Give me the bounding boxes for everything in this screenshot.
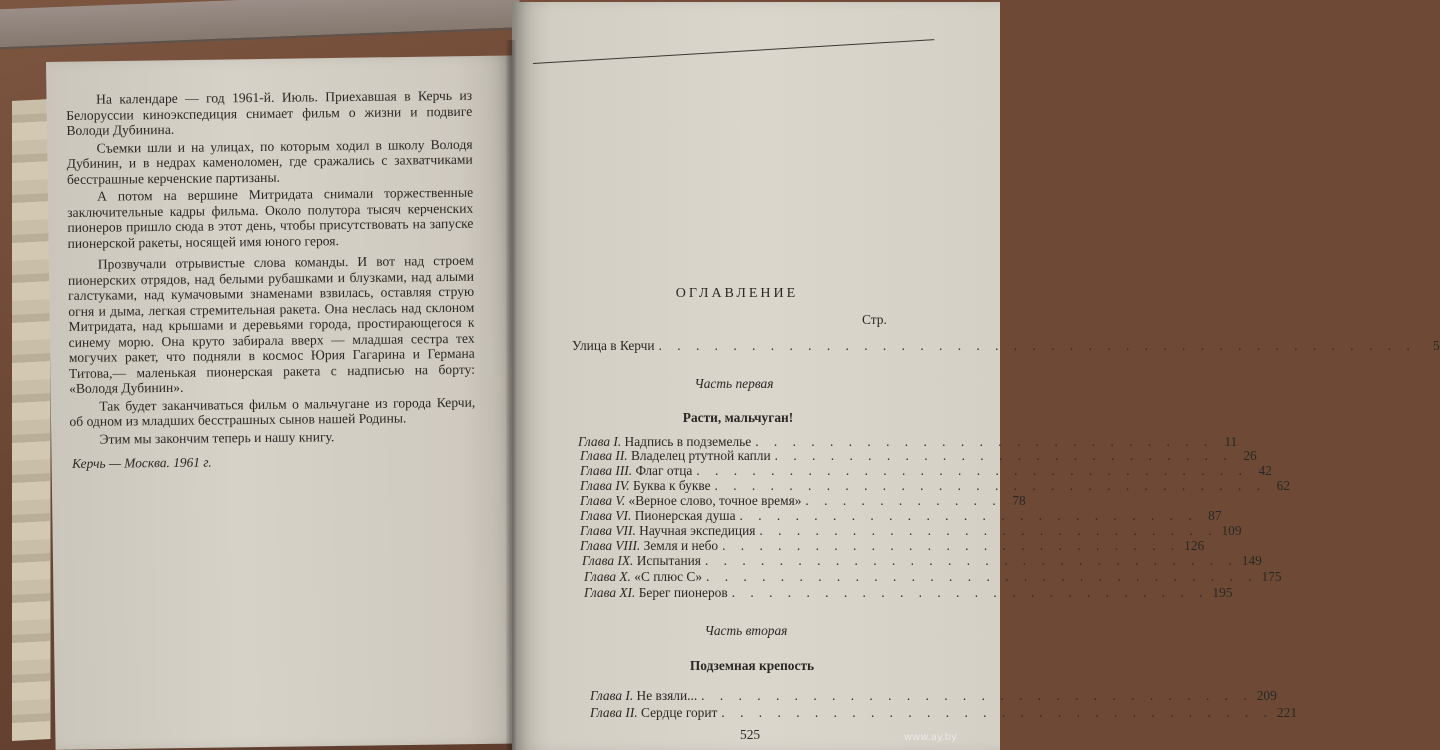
toc-entry-intro <box>572 338 1440 354</box>
toc-entry-page: 195 <box>1212 585 1233 600</box>
chapter-number: Глава VI. <box>580 508 632 523</box>
watermark: www.ay.by <box>904 732 957 743</box>
paragraph: Так будет заканчиваться фильм о мальчугане из города Керчи, об одном из младших бесстрашных сынов нашей Родины. <box>69 394 476 429</box>
signoff: Керчь — Москва. 1961 г. <box>72 454 212 471</box>
paragraph: Прозвучали отрывистые слова команды. И вот над строем пионерских отрядов, над белыми рубашками и блузками, над алыми галстуками, над кумачовыми знаменами взвилась, оставляя струю огня и дыма, легкая стремительная ракета. Она неслась над склоном Митридата, над крышами и деревьями города, простирающегося к синему морю. Она круто забирала вверх — младшая сестра тех могучих ракет, что подняли в космос Юрия Гагарина и Германа Титова,— маленькая пионерская ракета с надписью на борту: «Володя Дубинин». <box>67 252 475 396</box>
toc-entry <box>580 538 1205 554</box>
left-page-body <box>66 88 476 453</box>
chapter-number: Глава V. <box>580 493 626 508</box>
chapter-title: Берег пионеров <box>638 585 728 600</box>
paragraph: На календаре — год 1961-й. Июль. Приехавшая в Керчь из Белоруссии киноэкспедиция снимает фильм о жизни и подвиге Володи Дубинина. <box>66 87 473 138</box>
chapter-title: Научная экспедиция <box>639 523 756 538</box>
paragraph: Съемки шли и на улицах, по которым ходил в школу Володя Дубинин, и в недрах каменоломен, где сражались с захватчиками бесстрашные керченские партизаны. <box>66 136 473 187</box>
leader-dots: . . . . . . . . . . . <box>805 493 1002 508</box>
toc-entry-page: 62 <box>1276 478 1291 493</box>
leader-dots: . . . . . . . . . . . . . . . . . . . . . . . . . <box>722 538 1181 553</box>
toc-entry-title: Улица в Керчи <box>572 338 655 353</box>
chapter-number: Глава II. <box>580 448 628 463</box>
toc-entry <box>580 508 1222 524</box>
toc-entry <box>584 569 1282 585</box>
toc-title: ОГЛАВЛЕНИЕ <box>675 286 799 301</box>
toc-entry <box>580 493 1026 509</box>
toc-entry-page: 149 <box>1241 553 1262 568</box>
toc-entry-page: 78 <box>1012 493 1026 508</box>
paragraph: А потом на вершине Митридата снимали торжественные заключительные кадры фильма. Около полутора тысяч керченских пионеров пришло сюда в этот день, чтобы присутствовать на запуске пионерской ракеты, носящей имя юного героя. <box>67 184 474 251</box>
toc-entry-page: 175 <box>1261 569 1282 584</box>
leader-dots: . . . . . . . . . . . . . . . . . . . . . . . . . <box>739 508 1198 523</box>
toc-entry-page: 109 <box>1221 523 1242 538</box>
chapter-number: Глава III. <box>580 463 633 478</box>
leader-dots: . . . . . . . . . . . . . . . . . . . . . . . . . <box>759 523 1218 538</box>
toc-entry <box>580 448 1257 464</box>
leader-dots: . . . . . . . . . . . . . . . . . . . . . . . . . . <box>731 585 1209 600</box>
toc-entry <box>580 478 1291 494</box>
toc-entry-page: 87 <box>1208 508 1222 523</box>
leader-dots: . . . . . . . . . . . . . . . . . . . . . . . . . . . . . . <box>721 705 1273 720</box>
leader-dots: . . . . . . . . . . . . . . . . . . . . . . . . . <box>774 448 1233 463</box>
chapter-title: Надпись в подземелье <box>624 434 752 449</box>
toc-entry-page: 209 <box>1256 688 1277 703</box>
chapter-number: Глава VII. <box>580 523 636 538</box>
toc-entry <box>580 523 1242 539</box>
leader-dots: . . . . . . . . . . . . . . . . . . . . . . . . . . . . . . <box>696 463 1248 478</box>
section-title: Подземная крепость <box>689 658 815 673</box>
toc-entry <box>580 463 1272 479</box>
chapter-title: Земля и небо <box>643 538 719 553</box>
chapter-number: Глава II. <box>590 705 638 720</box>
toc-entry-page: 26 <box>1243 448 1257 463</box>
chapter-title: Флаг отца <box>635 463 693 478</box>
leader-dots: . . . . . . . . . . . . . . . . . . . . . . . . . . . . . . <box>701 688 1253 703</box>
chapter-title: Владелец ртутной капли <box>631 448 771 463</box>
toc-entry-page: 42 <box>1258 463 1272 478</box>
part-label: Часть вторая <box>704 623 788 638</box>
paragraph: Этим мы закончим теперь и нашу книгу. <box>99 428 335 447</box>
chapter-title: Буква к букве <box>632 478 711 493</box>
book-gutter <box>506 40 516 750</box>
leader-dots: . . . . . . . . . . . . . . . . . . . . . . . . . . . . . <box>704 553 1238 568</box>
book-page-edges <box>12 99 51 741</box>
toc-entry <box>584 585 1233 601</box>
leader-dots: . . . . . . . . . . . . . . . . . . . . . . . . . . . . . . . . . . . . . . . . . <box>658 338 1416 353</box>
chapter-number: Глава IX. <box>582 553 634 568</box>
chapter-title: «С плюс С» <box>634 569 703 584</box>
toc-entry-page: 221 <box>1276 705 1298 720</box>
toc-entry <box>590 688 1277 704</box>
chapter-number: Глава VIII. <box>580 538 641 553</box>
part-label: Часть первая <box>694 376 774 391</box>
chapter-title: «Верное слово, точное время» <box>628 493 802 508</box>
chapter-number: Глава I. <box>590 688 634 703</box>
chapter-number: Глава XI. <box>584 585 636 600</box>
toc-entry-page: 126 <box>1184 538 1205 553</box>
toc-entry <box>590 705 1298 721</box>
chapter-title: Пионерская душа <box>634 508 736 523</box>
leader-dots: . . . . . . . . . . . . . . . . . . . . . . . . . . . . . . <box>706 569 1258 584</box>
chapter-title: Сердце горит <box>641 705 718 720</box>
page-number: 525 <box>740 727 761 742</box>
leader-dots: . . . . . . . . . . . . . . . . . . . . . . . . . . . . . . <box>714 478 1267 493</box>
chapter-number: Глава X. <box>584 569 631 584</box>
page-column-label: Стр. <box>862 312 887 327</box>
chapter-title: Испытания <box>636 553 701 568</box>
chapter-number: Глава I. <box>578 434 622 449</box>
toc-entry-page: 5 <box>1433 338 1440 353</box>
toc-entry-page: 11 <box>1224 434 1238 449</box>
chapter-title: Не взяли... <box>636 688 698 703</box>
toc-entry <box>582 553 1262 569</box>
chapter-number: Глава IV. <box>580 478 630 493</box>
section-title: Расти, мальчуган! <box>682 410 794 425</box>
leader-dots: . . . . . . . . . . . . . . . . . . . . . . . . . <box>755 434 1214 449</box>
